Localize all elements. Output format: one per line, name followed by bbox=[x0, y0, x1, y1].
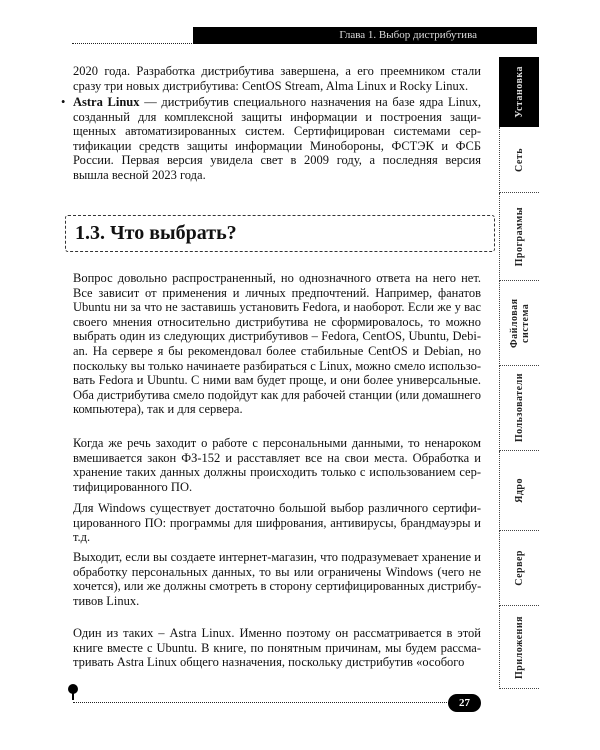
chapter-tab-label: Ядро bbox=[514, 478, 525, 503]
text-line: 2020 года. Разработка дистрибутива завершена, а его преемником стали bbox=[73, 64, 481, 78]
text-line: тривать Astra Linux общего назначения, поскольку дистрибутив «особого bbox=[73, 655, 465, 670]
text-line: an. На сервере я бы рекомендовал более стабильные CentOS и Debian, но bbox=[73, 343, 481, 358]
section-heading: 1.3. Что выбрать? bbox=[75, 222, 237, 244]
text-line: Оба дистрибутива смело подойдут как для рабочей станции (или домашнего bbox=[73, 387, 481, 402]
chapter-tab-label: Сервер bbox=[514, 550, 525, 586]
text-line: вмешивается закон ФЗ-152 и расставляет все на свои места. Обработка и bbox=[73, 450, 481, 465]
text-line: цированного ПО: программы для шифрования, антивирусы, брандмауэры и bbox=[73, 515, 481, 530]
text-line: Для Windows существует достаточно большой выбор различного сертифи- bbox=[73, 501, 481, 515]
text-line: вышла весной 2023 года. bbox=[73, 167, 206, 182]
chapter-tab-label: Программы bbox=[514, 206, 525, 267]
text-line bbox=[73, 95, 481, 110]
section-heading-box bbox=[65, 215, 495, 252]
chapter-tab-label: Сеть bbox=[514, 147, 525, 172]
text-line: Когда же речь заходит о работе с персональными данными, то ненароком bbox=[73, 436, 481, 450]
chapter-tab[interactable] bbox=[499, 127, 539, 193]
text-line: тифицированного ПО. bbox=[73, 479, 193, 494]
text-line: выбрать один из следующих дистрибутивов – Fedora, CentOS, Ubuntu, Debi- bbox=[73, 329, 481, 344]
text-line: хранение таких данных должны происходить только с использованием сер- bbox=[73, 465, 481, 480]
text-line: Один из таких – Astra Linux. Именно поэтому он рассматривается в этой bbox=[73, 626, 481, 640]
text-line: т.д. bbox=[73, 530, 91, 545]
footer-bullet-marker bbox=[68, 684, 78, 694]
running-header bbox=[193, 27, 537, 44]
chapter-tab[interactable] bbox=[499, 531, 539, 606]
bullet-term: Astra Linux bbox=[73, 95, 140, 109]
chapter-tab-label: Файловая система bbox=[508, 298, 531, 348]
chapter-tab[interactable] bbox=[499, 193, 539, 281]
text-line: России. Первая версия увидела свет в 2009 году, а последняя версия bbox=[73, 153, 481, 168]
text-line: щенных автоматизированных систем. Сертифицирован системами сер- bbox=[73, 124, 481, 139]
chapter-tab[interactable] bbox=[499, 281, 539, 366]
text-line: Выходит, если вы создаете интернет-магазин, что подразумевает хранение и bbox=[73, 550, 481, 564]
text-line: книге вместе с Ubuntu. В книге, по понятным причинам, мы будем рассма- bbox=[73, 640, 481, 655]
text-line: хочется), или же должны смотреть в сторону сертифицированных дистрибу- bbox=[73, 579, 482, 594]
body-paragraph bbox=[73, 271, 481, 417]
bullet-item-astra bbox=[61, 95, 481, 183]
text-line: компьютера), так и для сервера. bbox=[73, 402, 243, 417]
intro-paragraph bbox=[73, 64, 481, 93]
body-paragraph bbox=[73, 436, 481, 494]
chapter-tab[interactable] bbox=[499, 451, 539, 531]
bullet-text: — дистрибутив специального назначения на базе ядра Linux, bbox=[139, 95, 481, 109]
body-paragraph bbox=[73, 501, 481, 545]
text-line: тификации средств защиты информации Минобороны, ФСТЭК и ФСБ bbox=[73, 138, 481, 153]
chapter-tab-label: Пользователи bbox=[514, 373, 525, 443]
header-rule bbox=[72, 43, 194, 44]
chapter-tabs bbox=[499, 57, 539, 689]
running-title: Глава 1. Выбор дистрибутива bbox=[339, 29, 477, 41]
chapter-tab[interactable] bbox=[499, 606, 539, 689]
text-line: Ubuntu ни за что не заставишь установить Fedora, и наоборот. Если же у вас bbox=[73, 300, 481, 315]
footer-rule bbox=[73, 702, 449, 703]
text-line: поскольку вы только начинаете разбираться с Linux, можно смело использо- bbox=[73, 358, 481, 373]
page-number: 27 bbox=[448, 694, 481, 712]
chapter-tab[interactable] bbox=[499, 366, 539, 451]
chapter-tab-label: Приложения bbox=[514, 615, 525, 679]
chapter-tab[interactable] bbox=[499, 57, 539, 127]
text-line: созданный для комплексной защиты информации и построения защи- bbox=[73, 109, 481, 124]
text-line: Вопрос довольно распространенный, но однозначного ответа на него нет. bbox=[73, 271, 481, 285]
text-line: вать Fedora и Ubuntu. С ними вам будет проще, и они более универсальные. bbox=[73, 373, 481, 388]
body-paragraph bbox=[73, 626, 481, 670]
chapter-tab-label: Установка bbox=[513, 66, 525, 118]
body-paragraph bbox=[73, 550, 481, 608]
text-line: своего мнения относительно дистрибутива не сформировалось, то можно bbox=[73, 314, 481, 329]
text-line: тивов Linux. bbox=[73, 593, 140, 608]
text-line: сразу три новых дистрибутива: CentOS Stream, Alma Linux и Rocky Linux. bbox=[73, 78, 469, 93]
text-line: обработку персональных данных, то вы или ограничены Windows (чего не bbox=[73, 564, 481, 579]
text-line: Все зависит от применения и личных предпочтений. Например, фанатов bbox=[73, 285, 481, 300]
bullet-icon: • bbox=[61, 95, 66, 109]
